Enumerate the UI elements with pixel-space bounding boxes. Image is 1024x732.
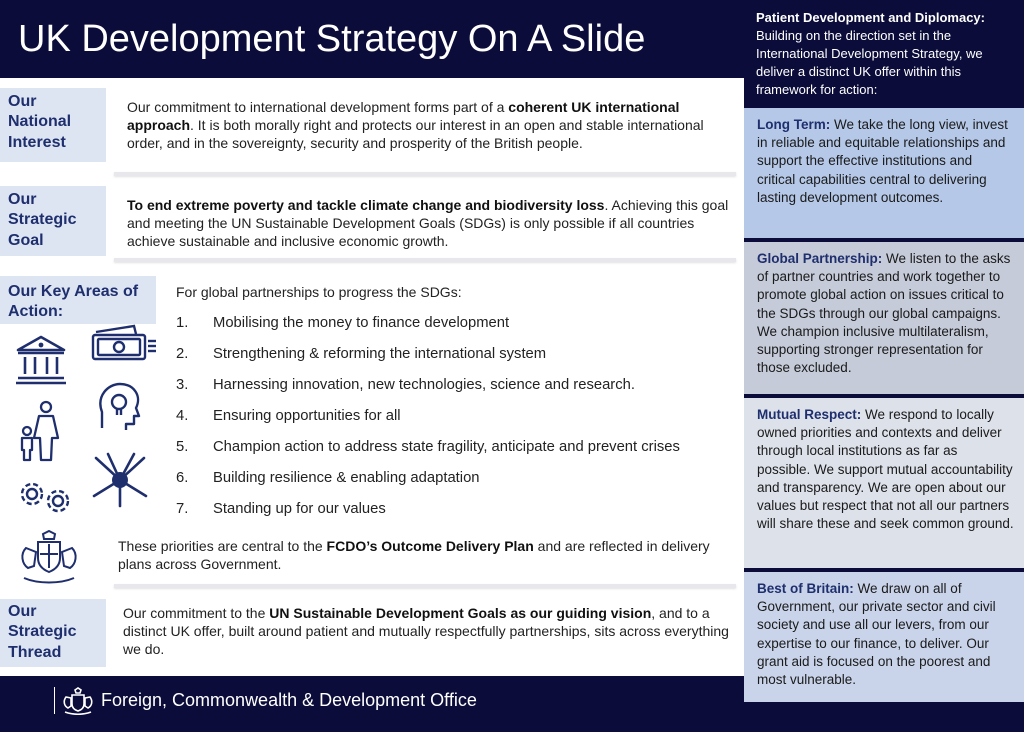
intro-text: Building on the direction set in the International Development Strategy, we deliver a distinct UK offer within this framework for action:	[756, 28, 983, 97]
item-number: 6.	[176, 470, 189, 486]
key-areas-list	[176, 306, 680, 523]
key-areas-label: Our Key Areas of Action:	[0, 276, 156, 324]
strategic-thread-label: Our Strategic Thread	[0, 599, 106, 667]
strategic-thread-text	[123, 604, 733, 659]
text-part: and are reflected in delivery plans across Government.	[118, 538, 710, 573]
item-number: 1.	[176, 315, 189, 331]
list-item	[176, 306, 680, 337]
list-item	[176, 399, 680, 430]
text-emphasis: FCDO’s Outcome Delivery Plan	[326, 538, 534, 554]
item-text: Standing up for our values	[213, 501, 386, 517]
hands-icon	[90, 452, 150, 508]
list-item	[176, 368, 680, 399]
list-item	[176, 430, 680, 461]
text-emphasis: UN Sustainable Development Goals as our guiding vision	[269, 605, 652, 621]
item-number: 2.	[176, 346, 189, 362]
institution-icon	[14, 334, 68, 386]
box-text: We listen to the asks of partner countries and work together to promote global action on issues critical to the SDGs through our global campaigns. We champion inclusive multilateralism, supporting stronger representation for those excluded.	[757, 251, 1011, 376]
gears-icon	[14, 476, 76, 518]
text-part: , and to a distinct UK offer, built around patient and mutually respectfully partnerships, sits across everything we do.	[123, 605, 729, 658]
intro-heading: Patient Development and Diplomacy:	[756, 10, 985, 25]
text-part: These priorities are central to the	[118, 538, 327, 554]
item-number: 5.	[176, 439, 189, 455]
divider	[114, 258, 736, 262]
best-of-britain-box	[744, 572, 1024, 702]
item-text: Champion action to address state fragility, anticipate and prevent crises	[213, 439, 680, 455]
box-title: Best of Britain:	[757, 581, 854, 596]
text-part: . Achieving this goal and meeting the UN Sustainable Development Goals (SDGs) is only possible if all countries achieve sustainable and inclusive economic growth.	[127, 197, 729, 250]
text-part: . It is both morally right and protects our interest in an open and stable international order, and in the sovereignty, security and prosperity of the British people.	[127, 117, 704, 152]
royal-crest-icon	[16, 530, 82, 586]
item-number: 3.	[176, 377, 189, 393]
box-title: Long Term:	[757, 117, 831, 132]
national-interest-text	[127, 98, 727, 153]
footer-divider	[54, 687, 55, 714]
box-text: We respond to locally owned priorities and contexts and deliver through local institutions as far as possible. We support mutual accountability and transparency. We are open about our values but respect that not all our partners will share these and seek common ground.	[757, 407, 1014, 532]
strategic-goal-label: Our Strategic Goal	[0, 186, 106, 256]
item-number: 7.	[176, 501, 189, 517]
text-part: Our commitment to international development forms part of a	[127, 99, 509, 115]
innovation-icon	[98, 382, 142, 432]
mutual-respect-box	[744, 398, 1024, 568]
page-title: UK Development Strategy On A Slide	[18, 18, 646, 60]
key-areas-intro: For global partnerships to progress the SDGs:	[176, 284, 462, 300]
right-panel-intro	[756, 9, 1018, 99]
people-icon	[18, 398, 62, 462]
list-item	[176, 337, 680, 368]
item-text: Building resilience & enabling adaptation	[213, 470, 480, 486]
divider	[114, 584, 736, 588]
strategic-goal-text	[127, 196, 732, 251]
text-emphasis: To end extreme poverty and tackle climate change and biodiversity loss	[127, 197, 605, 213]
long-term-box	[744, 108, 1024, 238]
national-interest-label: Our National Interest	[0, 88, 106, 162]
item-text: Harnessing innovation, new technologies, science and research.	[213, 377, 635, 393]
global-partnership-box	[744, 242, 1024, 394]
item-text: Ensuring opportunities for all	[213, 408, 401, 424]
money-icon	[90, 324, 158, 362]
item-number: 4.	[176, 408, 189, 424]
footer-org-name: Foreign, Commonwealth & Development Office	[101, 690, 477, 710]
text-emphasis: coherent UK international approach	[127, 99, 680, 134]
item-text: Strengthening & reforming the international system	[213, 346, 547, 362]
box-text: We draw on all of Government, our private sector and civil society and use all our levers, from our expertise to our finance, to deliver. Our grant aid is focused on the poorest and most vulnerable.	[757, 581, 996, 688]
list-item	[176, 492, 680, 523]
priorities-text	[118, 537, 728, 573]
divider	[114, 172, 736, 176]
text-part: Our commitment to the	[123, 605, 270, 621]
list-item	[176, 461, 680, 492]
item-text: Mobilising the money to finance development	[213, 315, 510, 331]
box-title: Mutual Respect:	[757, 407, 862, 422]
box-text: We take the long view, invest in reliable and equitable relationships and support the effective institutions and critical capabilities central to delivering lasting development outcomes.	[757, 117, 1008, 205]
fcdo-crest-icon	[62, 687, 94, 715]
box-title: Global Partnership:	[757, 251, 883, 266]
